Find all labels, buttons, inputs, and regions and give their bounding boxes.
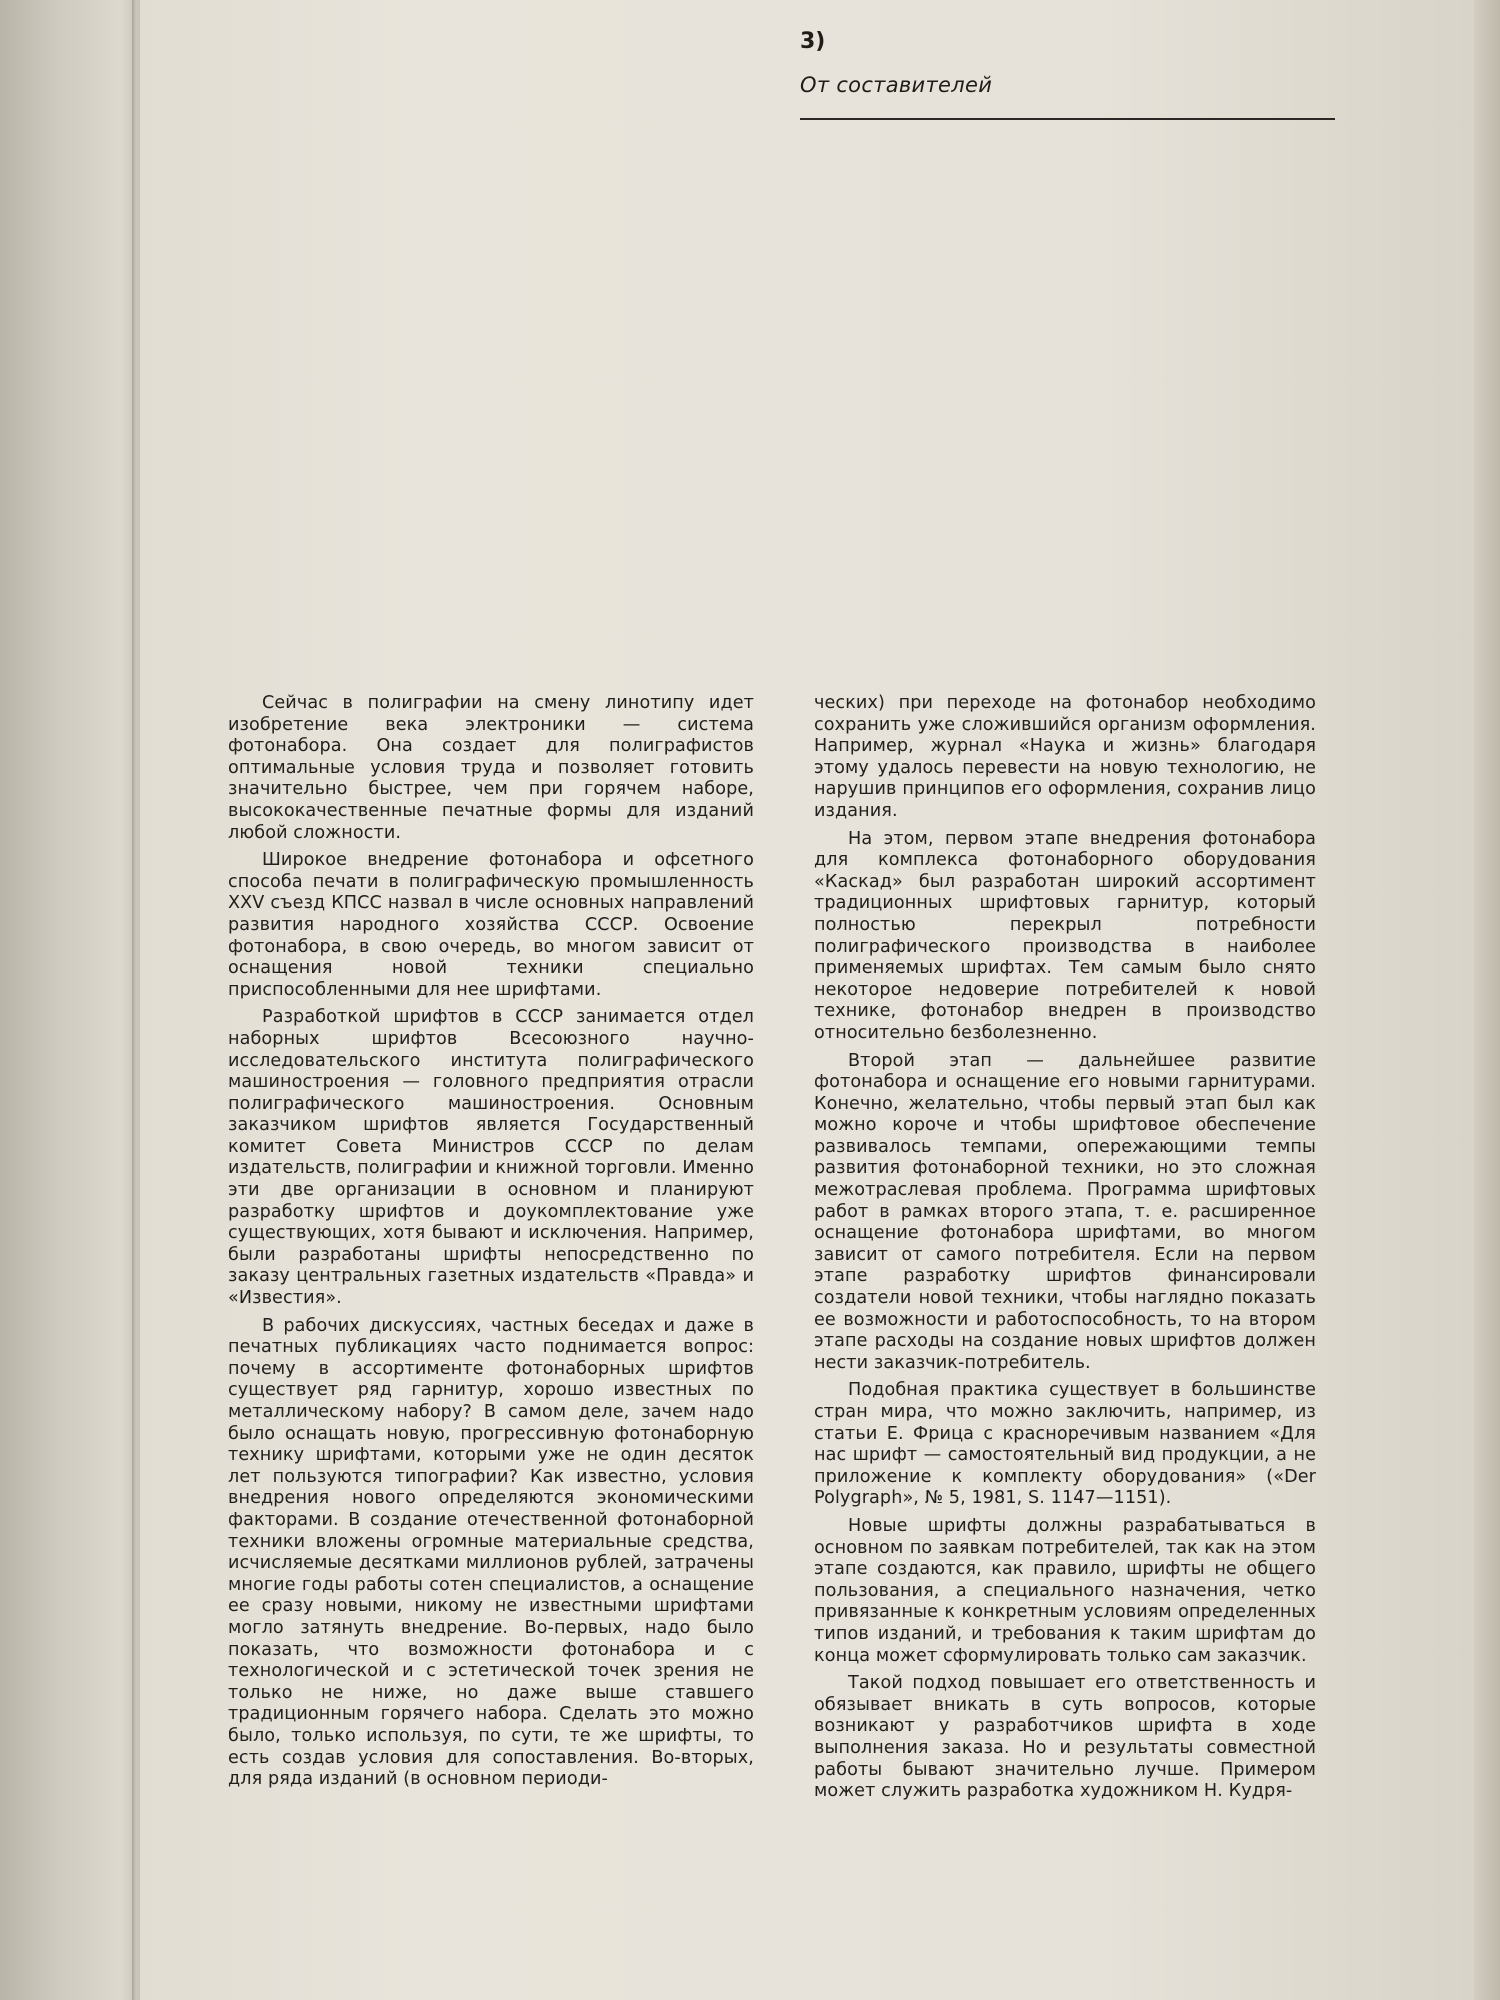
paragraph-continuation: ческих) при переходе на фотонабор необходимо сохранить уже сложившийся организм оформления. Например, журнал «Наука и жизнь» благодаря этому удалось перевести на новую технологию, не нарушив принципов его оформления, сохранив лицо издания.	[814, 693, 1316, 821]
paragraph: Широкое внедрение фотонабора и офсетного способа печати в полиграфическую промышленность XXV съезд КПСС назвал в числе основных направлений развития народного хозяйства СССР. Освоение фотонабора, в свою очередь, во многом зависит от оснащения новой техники специально приспособленными для нее шрифтами.	[228, 850, 754, 1000]
paragraph: На этом, первом этапе внедрения фотонабора для комплекса фотонаборного оборудования «Каскад» был разработан широкий ассортимент традиционных шрифтовых гарнитур, который полностью перекрыл потребности полиграфического производства в наиболее применяемых шрифтах. Тем самым было снято некоторое недоверие потребителей к новой технике, фотонабор внедрен в производство относительно безболезненно.	[814, 828, 1316, 1043]
binding-gutter	[132, 0, 136, 2000]
page-edge	[1474, 0, 1500, 2000]
paragraph: Разработкой шрифтов в СССР занимается отдел наборных шрифтов Всесоюзного научно-исследовательского института полиграфического машиностроения — головного предприятия отрасли полиграфического машиностроения. Основным заказчиком шрифтов является Государственный комитет Совета Министров СССР по делам издательств, полиграфии и книжной торговли. Именно эти две организации в основном и планируют разработку шрифтов и доукомплектование уже существующих, хотя бывают и исключения. Например, были разработаны шрифты непосредственно по заказу центральных газетных издательств «Правда» и «Известия».	[228, 1007, 754, 1309]
paragraph: Подобная практика существует в большинстве стран мира, что можно заключить, например, из статьи Е. Фрица с красноречивым названием «Для нас шрифт — самостоятельный вид продукции, а не приложение к комплекту оборудования» («Der Polygraph», № 5, 1981, S. 1147—1151).	[814, 1380, 1316, 1509]
text-column-left	[228, 693, 754, 1797]
paragraph: В рабочих дискуссиях, частных беседах и даже в печатных публикациях часто поднимается вопрос: почему в ассортименте фотонаборных шрифтов существует ряд гарнитур, хорошо известных по металлическому набору? В самом деле, зачем надо было оснащать новую, прогрессивную фотонаборную технику шрифтами, которыми уже не один десяток лет пользуются типографии? Как известно, условия внедрения нового определяются экономическими факторами. В создание отечественной фотонаборной техники вложены огромные материальные средства, исчисляемые десятками миллионов рублей, затрачены многие годы работы сотен специалистов, а оснащение ее сразу новыми, никому не известными шрифтами могло затянуть внедрение. Во-первых, надо было показать, что возможности фотонабора и с технологической и с эстетической точек зрения не только не ниже, но даже выше ставшего традиционным горячего набора. Сделать это можно было, только используя, по сути, те же шрифты, то есть создав условия для сопоставления. Во-вторых, для ряда изданий (в основном периоди-	[228, 1315, 754, 1790]
paragraph: Сейчас в полиграфии на смену линотипу идет изобретение века электроники — система фотонабора. Она создает для полиграфистов оптимальные условия труда и позволяет готовить значительно быстрее, чем при горячем наборе, высококачественные печатные формы для изданий любой сложности.	[228, 693, 754, 843]
text-column-right	[814, 693, 1316, 1809]
paragraph: Новые шрифты должны разрабатываться в основном по заявкам потребителей, так как на этом этапе создаются, как правило, шрифты не общего пользования, а специального назначения, четко привязанные к конкретным условиям определенных типов изданий, и требования к таким шрифтам до конца может сформулировать только сам заказчик.	[814, 1515, 1316, 1666]
section-title: От составителей	[800, 73, 993, 97]
page-header	[800, 28, 1335, 120]
paragraph: Такой подход повышает его ответственность и обязывает вникать в суть вопросов, которые возникают у разработчиков шрифта в ходе выполнения заказа. Но и результаты совместной работы бывают значительно лучше. Примером может служить разработка художником Н. Кудря-	[814, 1673, 1316, 1802]
paragraph: Второй этап — дальнейшее развитие фотонабора и оснащение его новыми гарнитурами. Конечно, желательно, чтобы первый этап был как можно короче и чтобы шрифтовое обеспечение развивалось темпами, опережающими темпы развития фотонаборной техники, но это сложная межотраслевая проблема. Программа шрифтовых работ в рамках второго этапа, т. е. расширенное оснащение фотонабора шрифтами, во многом зависит от самого потребителя. Если на первом этапе разработку шрифтов финансировали создатели новой техники, чтобы наглядно показать ее возможности и работоспособность, то на втором этапе расходы на создание новых шрифтов должен нести заказчик-потребитель.	[814, 1050, 1316, 1373]
page-number: 3)	[800, 29, 826, 54]
header-rule	[800, 118, 1335, 120]
book-spine-left-page	[0, 0, 142, 2000]
